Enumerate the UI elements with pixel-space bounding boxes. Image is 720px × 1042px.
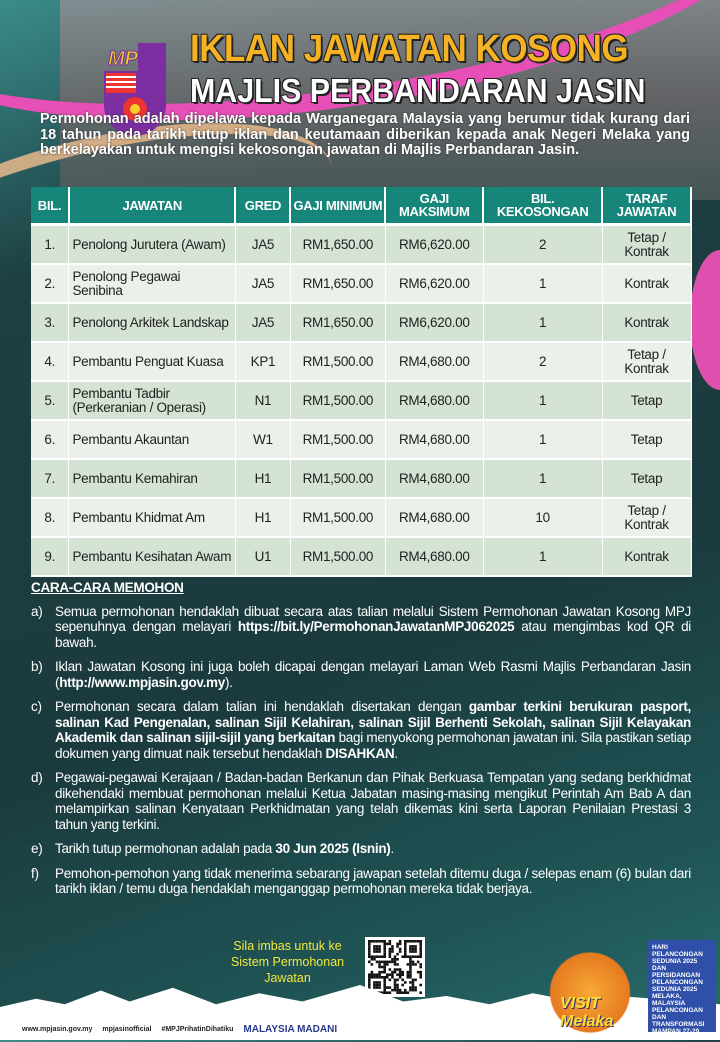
- table-cell: Tetap / Kontrak: [602, 498, 691, 537]
- column-header: BIL. KEKOSONGAN: [483, 187, 602, 225]
- table-cell: 1: [483, 459, 602, 498]
- social-handle[interactable]: mpjasinofficial: [102, 1025, 152, 1033]
- table-cell: RM4,680.00: [385, 459, 483, 498]
- table-cell: RM4,680.00: [385, 381, 483, 420]
- instruction-item: [31, 604, 691, 651]
- item-text: [55, 659, 691, 690]
- text: ).: [224, 674, 233, 690]
- table-cell: 1: [483, 420, 602, 459]
- table-header-row: [31, 187, 691, 225]
- table-cell: Penolong Arkitek Landskap: [69, 303, 236, 342]
- table-cell: RM6,620.00: [385, 303, 483, 342]
- table-cell: RM1,650.00: [290, 225, 385, 265]
- text: Pegawai-pegawai Kerajaan / Badan-badan Berkanun dan Pihak Berkuasa Tempatan yang sedang berkhidmat dikehendaki membuat permohonan melalui Ketua Jabatan masing-masing mengikut Perintah Am Bab A dan melampirkan salinan Kenyataan Perkhidmatan yang telah dikemas kini serta Laporan Penilaian Prestasi 3 tahun yang terkini.: [55, 770, 691, 832]
- table-cell: 3.: [31, 303, 69, 342]
- table-cell: Tetap: [602, 381, 691, 420]
- footer-bar: [0, 1018, 582, 1040]
- table-cell: H1: [235, 498, 290, 537]
- item-label: c): [31, 699, 42, 714]
- table-cell: N1: [235, 381, 290, 420]
- text: Pemohon-pemohon yang tidak menerima sebarang jawapan setelah ditemu duga / selepas enam (6) bulan dari tarikh iklan / temu duga hendaklah menganggap permohonan mereka tidak berjaya.: [55, 865, 691, 896]
- instruction-item: [31, 659, 691, 690]
- table-cell: 8.: [31, 498, 69, 537]
- table-cell: RM6,620.00: [385, 264, 483, 303]
- table-cell: Pembantu Akauntan: [69, 420, 236, 459]
- table-row: [31, 537, 691, 576]
- table-cell: Penolong Pegawai Senibina: [69, 264, 236, 303]
- bold-text[interactable]: http://www.mpjasin.gov.my: [59, 674, 225, 690]
- hashtag: #MPJPrihatinDihatiku: [161, 1025, 234, 1033]
- table-cell: 2: [483, 225, 602, 265]
- qr-caption: Sila imbas untuk ke Sistem Permohonan Jawatan: [230, 939, 345, 985]
- table-cell: Pembantu Kesihatan Awam: [69, 537, 236, 576]
- table-cell: Pembantu Khidmat Am: [69, 498, 236, 537]
- table-cell: Penolong Jurutera (Awam): [69, 225, 236, 265]
- table-cell: Pembantu Tadbir (Perkeranian / Operasi): [69, 381, 236, 420]
- application-instructions: [31, 580, 691, 906]
- table-row: [31, 303, 691, 342]
- item-text: [55, 604, 691, 651]
- qr-code-icon[interactable]: [365, 937, 425, 997]
- table-cell: KP1: [235, 342, 290, 381]
- table-cell: H1: [235, 459, 290, 498]
- table-cell: 6.: [31, 420, 69, 459]
- table-row: [31, 498, 691, 537]
- table-cell: 1: [483, 537, 602, 576]
- table-cell: 1.: [31, 225, 69, 265]
- item-label: a): [31, 603, 43, 619]
- table-cell: RM4,680.00: [385, 498, 483, 537]
- table-cell: Kontrak: [602, 264, 691, 303]
- bold-text: DISAHKAN: [325, 745, 395, 761]
- table-cell: JA5: [235, 264, 290, 303]
- table-cell: Pembantu Penguat Kuasa: [69, 342, 236, 381]
- intro-paragraph: Permohonan adalah dipelawa kepada Warganegara Malaysia yang berumur tidak kurang dari 18 tahun pada tarikh tutup iklan dan keutamaan diberikan kepada anak Negeri Melaka yang berkelayakan untuk mengisi kekosongan jawatan di Majlis Perbandaran Jasin.: [40, 111, 690, 158]
- table-cell: Tetap: [602, 459, 691, 498]
- column-header: GAJI MAKSIMUM: [385, 187, 483, 225]
- table-row: [31, 420, 691, 459]
- table-cell: 1: [483, 264, 602, 303]
- column-header: JAWATAN: [69, 187, 236, 225]
- table-cell: 1: [483, 303, 602, 342]
- tourism-day-banner: HARI PELANCONGAN SEDUNIA 2025 DAN PERSIDANGAN PELANCONGAN SEDUNIA 2025 MELAKA, MALAYSIA PELANCONGAN DAN TRANSFORMASI MAMPAN 27-29 SEPTEMBER 2025: [648, 940, 716, 1032]
- instruction-item: [31, 770, 691, 832]
- text: Permohonan secara dalam talian ini hendaklah disertakan dengan: [55, 699, 469, 714]
- table-cell: 2.: [31, 264, 69, 303]
- column-header: TARAF JAWATAN: [602, 187, 691, 225]
- table-cell: RM1,500.00: [290, 342, 385, 381]
- item-label: b): [31, 659, 43, 674]
- website-link[interactable]: www.mpjasin.gov.my: [22, 1025, 93, 1033]
- table-cell: Kontrak: [602, 537, 691, 576]
- table-cell: RM1,650.00: [290, 264, 385, 303]
- item-label: f): [31, 865, 39, 881]
- text: bagi menyokong permohonan jawatan ini. Sila pastikan setiap dokumen yang dimuat naik tersebut hendaklah: [55, 730, 691, 761]
- item-label: e): [31, 841, 43, 856]
- page-title: IKLAN JAWATAN KOSONG: [190, 28, 629, 70]
- table-cell: RM1,500.00: [290, 420, 385, 459]
- table-cell: 7.: [31, 459, 69, 498]
- table-cell: JA5: [235, 303, 290, 342]
- table-row: [31, 264, 691, 303]
- table-cell: RM1,500.00: [290, 381, 385, 420]
- table-cell: RM1,500.00: [290, 498, 385, 537]
- table-cell: 1: [483, 381, 602, 420]
- table-cell: Tetap: [602, 420, 691, 459]
- vacancy-table: [31, 187, 692, 577]
- table-cell: RM4,680.00: [385, 537, 483, 576]
- table-cell: RM6,620.00: [385, 225, 483, 265]
- instruction-item: [31, 841, 691, 857]
- table-cell: W1: [235, 420, 290, 459]
- instruction-item: [31, 866, 691, 897]
- malaysia-madani-logo: MALAYSIA MADANI: [243, 1023, 338, 1035]
- item-text: [55, 699, 691, 761]
- table-cell: RM1,500.00: [290, 537, 385, 576]
- table-cell: Tetap / Kontrak: [602, 225, 691, 265]
- column-header: GAJI MINIMUM: [290, 187, 385, 225]
- item-text: [55, 841, 691, 857]
- table-cell: Tetap / Kontrak: [602, 342, 691, 381]
- bold-text: 30 Jun 2025 (Isnin): [275, 841, 391, 856]
- table-row: [31, 225, 691, 265]
- text: Iklan Jawatan Kosong ini juga boleh dicapai dengan melayari Laman Web Rasmi Majlis Perbandaran Jasin (: [55, 659, 691, 690]
- table-cell: RM1,650.00: [290, 303, 385, 342]
- instructions-heading: CARA-CARA MEMOHON: [31, 580, 184, 595]
- table-cell: 4.: [31, 342, 69, 381]
- text: Tarikh tutup permohonan adalah pada: [55, 841, 276, 856]
- text: Semua permohonan hendaklah dibuat secara atas talian melalui Sistem Permohonan Jawatan Kosong MPJ sepenuhnya dengan melayari: [55, 603, 691, 634]
- text: atau mengimbas kod QR di bawah.: [55, 619, 691, 650]
- table-cell: Pembantu Kemahiran: [69, 459, 236, 498]
- item-text: [55, 770, 691, 832]
- column-header: BIL.: [31, 187, 69, 225]
- page-subtitle: MAJLIS PERBANDARAN JASIN: [190, 72, 646, 109]
- svg-text:MP: MP: [108, 48, 138, 70]
- instruction-item: [31, 699, 691, 761]
- table-cell: U1: [235, 537, 290, 576]
- table-row: [31, 381, 691, 420]
- table-cell: RM4,680.00: [385, 342, 483, 381]
- table-row: [31, 342, 691, 381]
- table-cell: 2: [483, 342, 602, 381]
- table-cell: 9.: [31, 537, 69, 576]
- table-cell: JA5: [235, 225, 290, 265]
- bold-text: gambar terkini berukuran pasport, salinan Kad Pengenalan, salinan Sijil Kelahiran, salinan Sijil Berhenti Sekolah, salinan Sijil Kelayakan Akademik dan salinan sijil-sijil yang berkaitan: [55, 699, 691, 745]
- table-row: [31, 459, 691, 498]
- pink-decoration: [690, 250, 720, 390]
- table-cell: 10: [483, 498, 602, 537]
- text: .: [390, 841, 394, 856]
- visit-melaka-text: VISIT Melaka: [560, 995, 614, 1030]
- column-header: GRED: [235, 187, 290, 225]
- table-cell: RM4,680.00: [385, 420, 483, 459]
- table-cell: RM1,500.00: [290, 459, 385, 498]
- bold-text[interactable]: https://bit.ly/PermohonanJawatanMPJ062025: [237, 619, 515, 634]
- item-text: [55, 866, 691, 897]
- item-label: d): [31, 770, 43, 785]
- text: .: [394, 745, 398, 761]
- table-cell: 5.: [31, 381, 69, 420]
- table-cell: Kontrak: [602, 303, 691, 342]
